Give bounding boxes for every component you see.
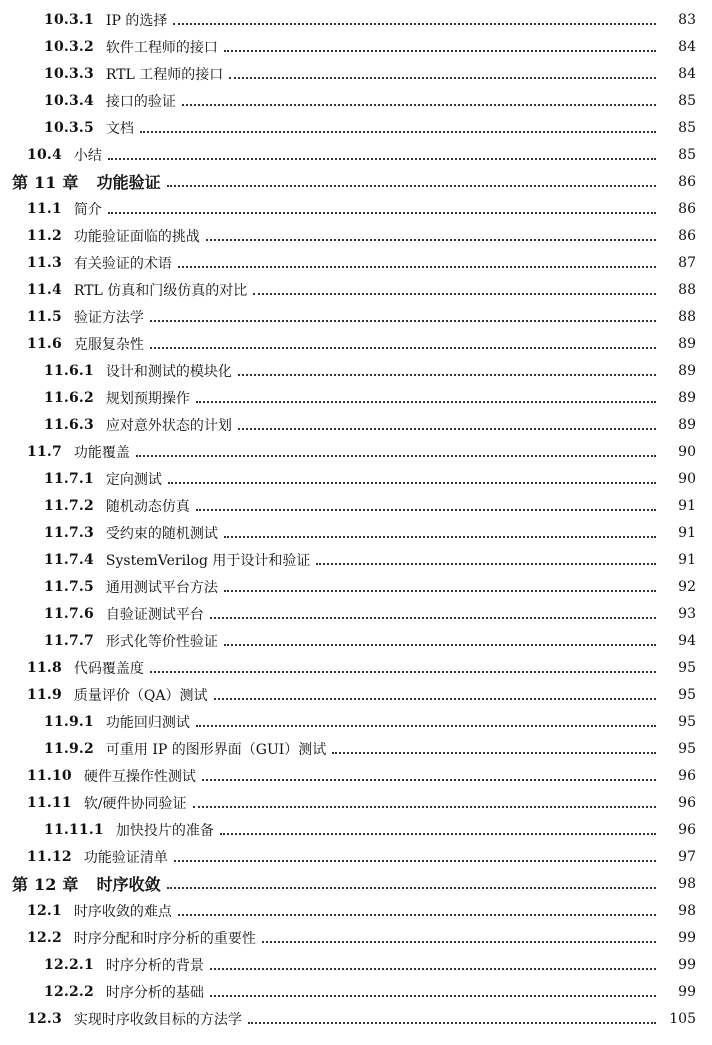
toc-entry-title: 定向测试: [105, 471, 162, 488]
toc-entry-title: 简介: [73, 201, 102, 218]
toc-entry: [0, 789, 712, 816]
toc-chapter-number: 第 12 章: [12, 875, 79, 894]
toc-entry: [0, 276, 712, 303]
toc-entry: [0, 1005, 712, 1032]
toc-entry-title: 设计和测试的模块化: [105, 363, 232, 380]
toc-entry-title: IP 的选择: [105, 12, 168, 29]
toc-entry-number: 12.2.1: [44, 956, 94, 973]
dot-leader: [206, 238, 656, 241]
toc-entry-title: 规划预期操作: [105, 390, 190, 407]
toc-entry-page: 95: [678, 659, 696, 676]
toc-entry-page: 89: [678, 335, 696, 352]
dot-leader: [150, 319, 656, 322]
toc-entry-number: 11.7.4: [44, 551, 94, 568]
toc-entry-page: 89: [678, 416, 696, 433]
toc-entry-number: 11.6: [27, 335, 62, 352]
toc-entry-title: 小结: [73, 147, 102, 164]
toc-entry-page: 91: [678, 551, 696, 568]
dot-leader: [196, 508, 656, 511]
toc-chapter-title: 功能验证: [96, 173, 161, 192]
toc-entry-number: 11.7: [27, 443, 62, 460]
dot-leader: [210, 967, 656, 970]
dot-leader: [140, 130, 656, 133]
dot-leader: [196, 400, 656, 403]
dot-leader: [220, 832, 656, 835]
dot-leader: [108, 211, 656, 214]
dot-leader: [167, 886, 656, 889]
toc-entry: [0, 681, 712, 708]
dot-leader: [229, 76, 656, 79]
toc-entry-page: 105: [669, 1010, 696, 1027]
toc-entry-number: 11.7.5: [44, 578, 94, 595]
toc-entry-number: 11.10: [27, 767, 72, 784]
toc-entry-page: 90: [678, 443, 696, 460]
dot-leader: [167, 184, 656, 187]
toc-entry: [0, 627, 712, 654]
toc-entry-page: 99: [678, 983, 696, 1000]
toc-entry-page: 97: [678, 848, 696, 865]
toc-entry: [0, 735, 712, 762]
toc-entry-page: 96: [678, 821, 696, 838]
toc-entry-number: 11.5: [27, 308, 62, 325]
toc-entry-number: 11.3: [27, 254, 62, 271]
toc-entry-page: 95: [678, 740, 696, 757]
toc-entry-title: 加快投片的准备: [115, 822, 214, 839]
toc-entry-page: 86: [678, 200, 696, 217]
toc-entry: [0, 303, 712, 330]
dot-leader: [332, 751, 656, 754]
toc-chapter-number: 第 11 章: [12, 173, 79, 192]
toc-entry-number: 11.7.2: [44, 497, 94, 514]
toc-entry: [0, 141, 712, 168]
toc-entry-page: 90: [678, 470, 696, 487]
toc-entry: [0, 816, 712, 843]
toc-entry-number: 11.7.6: [44, 605, 94, 622]
toc-entry: [0, 708, 712, 735]
toc-entry-number: 11.2: [27, 227, 62, 244]
toc-entry-title: 应对意外状态的计划: [105, 417, 232, 434]
toc-entry-title: 随机动态仿真: [105, 498, 190, 515]
toc-entry-title: 文档: [105, 120, 134, 137]
toc-entry: [0, 843, 712, 870]
table-of-contents: [0, 6, 712, 1032]
dot-leader: [238, 427, 656, 430]
toc-entry-title: 硬件互操作性测试: [83, 768, 196, 785]
toc-entry: [0, 897, 712, 924]
toc-entry: [0, 411, 712, 438]
dot-leader: [224, 49, 656, 52]
toc-entry-number: 11.9.1: [44, 713, 94, 730]
toc-entry: [0, 465, 712, 492]
toc-entry-number: 12.1: [27, 902, 62, 919]
toc-entry: [0, 951, 712, 978]
toc-entry-title: 时序分析的基础: [105, 984, 204, 1001]
toc-entry-title: RTL 工程师的接口: [105, 66, 224, 83]
toc-entry-page: 96: [678, 767, 696, 784]
dot-leader: [238, 373, 656, 376]
toc-entry-title: 有关验证的术语: [73, 255, 172, 272]
toc-entry-title: 功能覆盖: [73, 444, 130, 461]
toc-entry-title: 功能回归测试: [105, 714, 190, 731]
toc-entry-number: 11.4: [27, 281, 62, 298]
toc-entry: [0, 762, 712, 789]
toc-entry: [0, 357, 712, 384]
dot-leader: [108, 157, 656, 160]
toc-entry: [0, 195, 712, 222]
dot-leader: [196, 724, 656, 727]
toc-entry-number: 10.4: [27, 146, 62, 163]
toc-entry: [0, 492, 712, 519]
toc-chapter: [0, 168, 712, 195]
toc-entry-page: 93: [678, 605, 696, 622]
toc-entry-number: 11.8: [27, 659, 62, 676]
toc-entry-title: RTL 仿真和门级仿真的对比: [73, 282, 248, 299]
dot-leader: [168, 481, 656, 484]
toc-entry-page: 98: [678, 902, 696, 919]
dot-leader: [178, 265, 656, 268]
dot-leader: [224, 589, 656, 592]
toc-entry: [0, 87, 712, 114]
toc-chapter-title: 时序收敛: [96, 875, 161, 894]
toc-entry-page: 92: [678, 578, 696, 595]
toc-entry-title: 可重用 IP 的图形界面（GUI）测试: [105, 741, 327, 758]
toc-chapter: [0, 870, 712, 897]
toc-entry-number: 11.11: [27, 794, 72, 811]
toc-entry-title: 代码覆盖度: [73, 660, 144, 677]
dot-leader: [150, 346, 656, 349]
toc-entry-title: 功能验证清单: [83, 849, 168, 866]
toc-entry-title: 时序分析的背景: [105, 957, 204, 974]
toc-entry-page: 88: [678, 281, 696, 298]
toc-entry-title: SystemVerilog 用于设计和验证: [105, 552, 311, 569]
dot-leader: [210, 616, 656, 619]
toc-entry-number: 11.7.1: [44, 470, 94, 487]
toc-entry-number: 10.3.5: [44, 119, 94, 136]
toc-entry-page: 85: [678, 92, 696, 109]
toc-entry-title: 通用测试平台方法: [105, 579, 218, 596]
toc-entry-number: 11.6.1: [44, 362, 94, 379]
toc-entry-page: 87: [678, 254, 696, 271]
toc-entry-number: 11.9: [27, 686, 62, 703]
toc-entry-page: 86: [678, 227, 696, 244]
toc-entry-page: 95: [678, 713, 696, 730]
toc-entry-page: 94: [678, 632, 696, 649]
toc-entry: [0, 519, 712, 546]
toc-entry-title: 时序分配和时序分析的重要性: [73, 930, 256, 947]
toc-entry-number: 10.3.2: [44, 38, 94, 55]
toc-entry-title: 时序收敛的难点: [73, 903, 172, 920]
toc-entry-title: 形式化等价性验证: [105, 633, 218, 650]
dot-leader: [224, 643, 656, 646]
dot-leader: [262, 940, 656, 943]
toc-entry-title: 软/硬件协同验证: [83, 795, 187, 812]
toc-entry-page: 84: [678, 65, 696, 82]
toc-entry-number: 11.12: [27, 848, 72, 865]
toc-entry-page: 83: [678, 11, 696, 28]
toc-entry: [0, 249, 712, 276]
toc-entry-title: 验证方法学: [73, 309, 144, 326]
toc-entry-number: 10.3.4: [44, 92, 94, 109]
toc-entry-page: 91: [678, 524, 696, 541]
toc-entry: [0, 33, 712, 60]
toc-entry: [0, 222, 712, 249]
toc-entry-title: 受约束的随机测试: [105, 525, 218, 542]
dot-leader: [224, 535, 656, 538]
toc-entry-number: 11.6.3: [44, 416, 94, 433]
toc-entry: [0, 438, 712, 465]
toc-entry: [0, 654, 712, 681]
toc-entry-number: 10.3.3: [44, 65, 94, 82]
dot-leader: [136, 454, 656, 457]
toc-entry-title: 实现时序收敛目标的方法学: [73, 1011, 242, 1028]
dot-leader: [253, 292, 656, 295]
toc-entry-number: 11.1: [27, 200, 62, 217]
dot-leader: [214, 697, 657, 700]
toc-entry-number: 10.3.1: [44, 11, 94, 28]
dot-leader: [173, 22, 656, 25]
dot-leader: [150, 670, 656, 673]
toc-entry-page: 85: [678, 119, 696, 136]
toc-entry-title: 质量评价（QA）测试: [73, 687, 208, 704]
dot-leader: [202, 778, 656, 781]
dot-leader: [174, 859, 656, 862]
dot-leader: [210, 994, 656, 997]
toc-entry-number: 11.9.2: [44, 740, 94, 757]
toc-entry-title: 自验证测试平台: [105, 606, 204, 623]
dot-leader: [182, 103, 656, 106]
dot-leader: [316, 562, 656, 565]
toc-entry-page: 89: [678, 389, 696, 406]
toc-entry: [0, 600, 712, 627]
toc-entry-page: 95: [678, 686, 696, 703]
toc-entry-page: 85: [678, 146, 696, 163]
toc-chapter-page: 98: [678, 875, 696, 892]
toc-entry-page: 96: [678, 794, 696, 811]
toc-chapter-page: 86: [678, 173, 696, 190]
toc-entry: [0, 330, 712, 357]
toc-entry-page: 99: [678, 956, 696, 973]
dot-leader: [178, 913, 656, 916]
toc-entry: [0, 60, 712, 87]
toc-entry-page: 99: [678, 929, 696, 946]
toc-entry-page: 84: [678, 38, 696, 55]
toc-entry: [0, 546, 712, 573]
toc-entry-number: 11.7.3: [44, 524, 94, 541]
dot-leader: [193, 805, 656, 808]
toc-entry-number: 12.2.2: [44, 983, 94, 1000]
toc-entry-number: 11.7.7: [44, 632, 94, 649]
toc-entry-number: 12.2: [27, 929, 62, 946]
toc-entry-page: 89: [678, 362, 696, 379]
toc-entry: [0, 978, 712, 1005]
toc-entry-number: 12.3: [27, 1010, 62, 1027]
toc-entry-number: 11.11.1: [44, 821, 104, 838]
toc-entry-number: 11.6.2: [44, 389, 94, 406]
toc-entry: [0, 6, 712, 33]
toc-entry: [0, 384, 712, 411]
toc-entry-page: 88: [678, 308, 696, 325]
toc-entry: [0, 114, 712, 141]
toc-entry-title: 接口的验证: [105, 93, 176, 110]
toc-entry: [0, 924, 712, 951]
toc-entry-title: 软件工程师的接口: [105, 39, 218, 56]
dot-leader: [248, 1021, 656, 1024]
toc-entry-title: 克服复杂性: [73, 336, 144, 353]
toc-entry: [0, 573, 712, 600]
toc-entry-title: 功能验证面临的挑战: [73, 228, 200, 245]
toc-entry-page: 91: [678, 497, 696, 514]
